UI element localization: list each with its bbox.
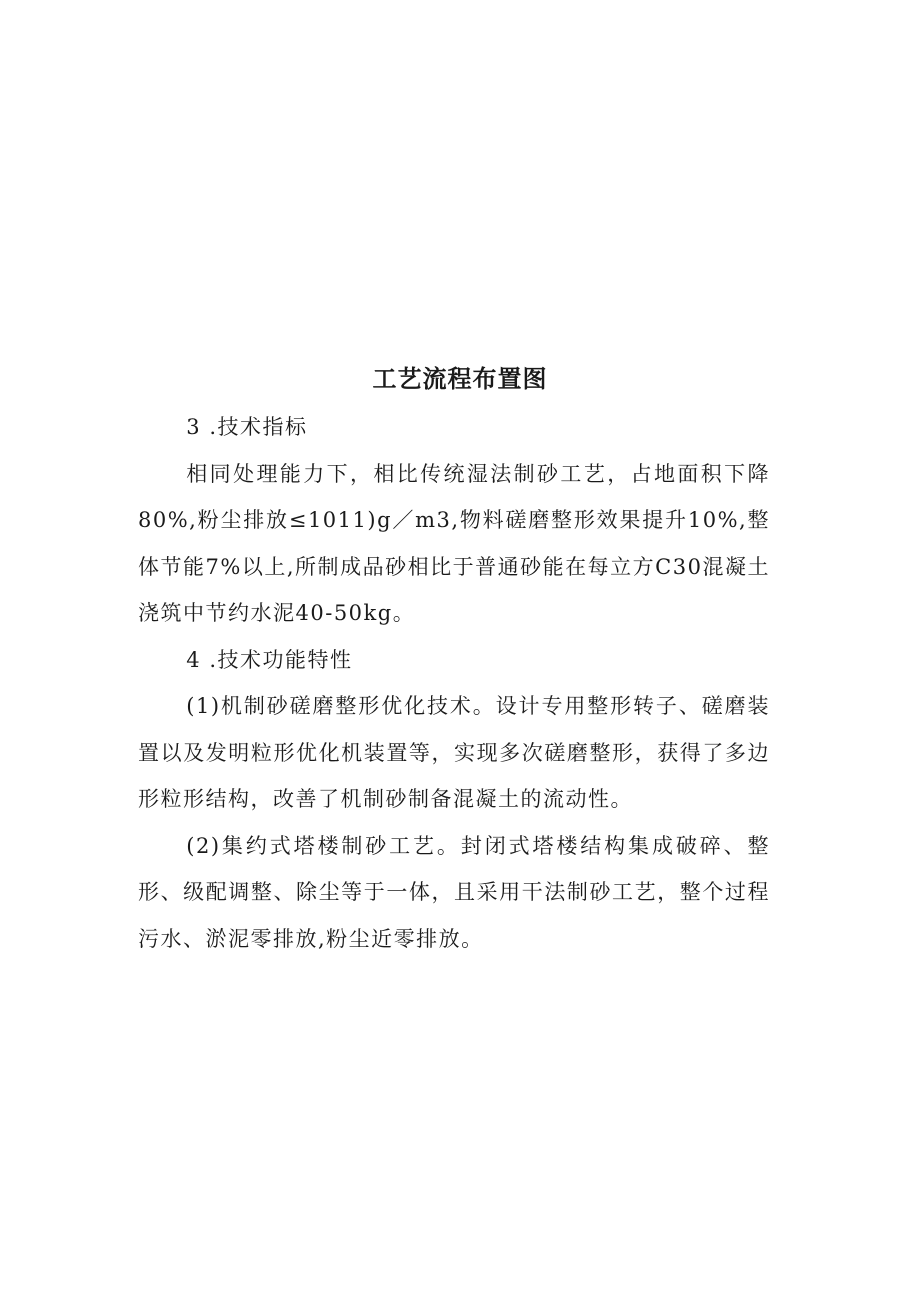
section-heading-technical-indicators: 3 .技术指标 (186, 415, 308, 439)
section-heading-technical-features: 4 .技术功能特性 (186, 647, 353, 672)
figure-caption: 工艺流程布置图 (372, 365, 548, 393)
paragraph-technical-indicators: 相同处理能力下，相比传统湿法制砂工艺，占地面积下降80%,粉尘排放≤1011)g／m3,物料磋磨整形效果提升10%,整体节能7%以上,所制成品砂相比于普通砂能在每立方C30混凝土浇筑中节约水泥40-50kg。 (138, 461, 770, 625)
paragraph-tower-process: (2)集约式塔楼制砂工艺。封闭式塔楼结构集成破碎、整形、级配调整、除尘等于一体，且采用干法制砂工艺，整个过程污水、淤泥零排放,粉尘近零排放。 (138, 833, 770, 951)
paragraph-shaping-technology: (1)机制砂磋磨整形优化技术。设计专用整形转子、磋磨装置以及发明粒形优化机装置等，实现多次磋磨整形，获得了多边形粒形结构，改善了机制砂制备混凝土的流动性。 (138, 694, 770, 811)
body-text (138, 404, 770, 962)
